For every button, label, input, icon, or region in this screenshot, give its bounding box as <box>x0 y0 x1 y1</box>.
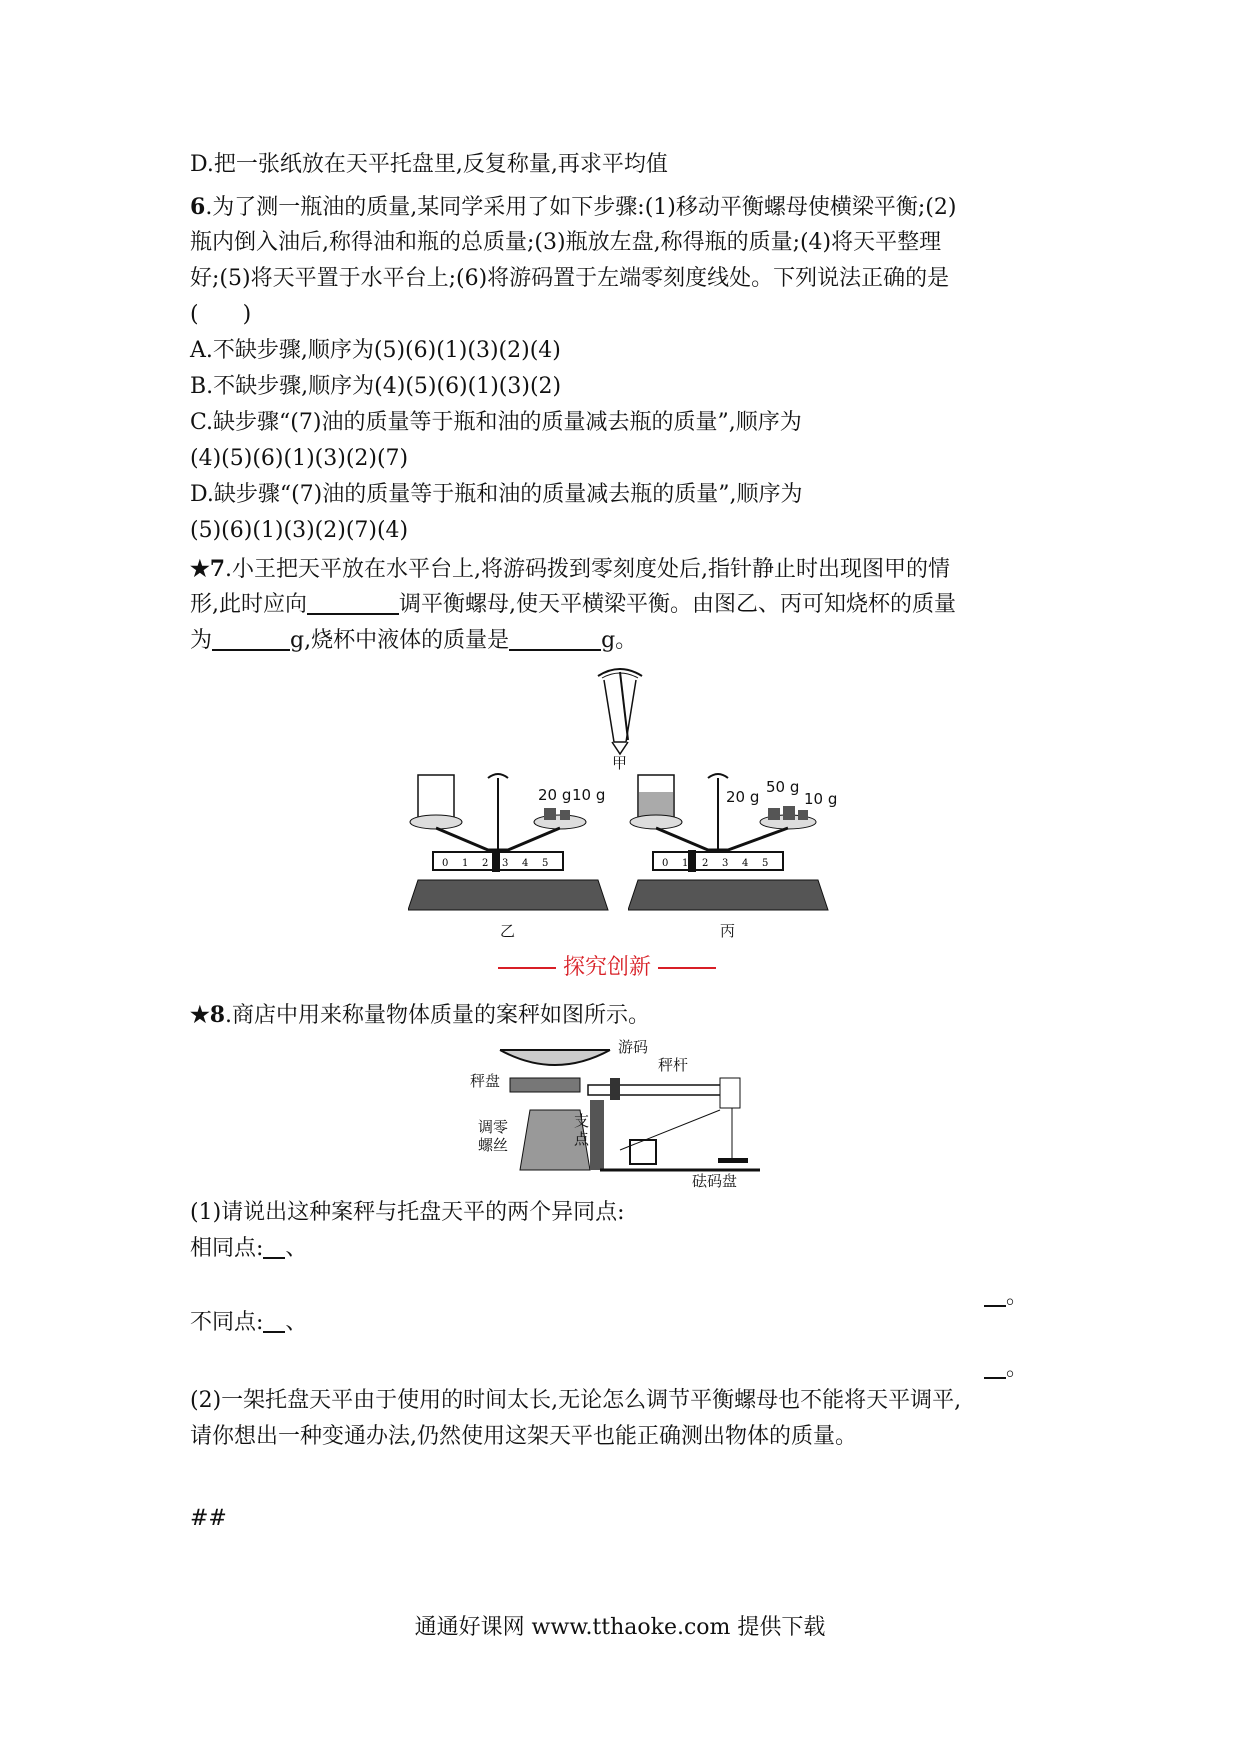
figure-bing-balance <box>628 770 848 945</box>
label-luosi: 螺丝 <box>478 1136 509 1154</box>
q6-stem-line1: 6.为了测一瓶油的质量,某同学采用了如下步骤:(1)移动平衡螺母使横梁平衡;(2) <box>190 194 957 220</box>
svg-text:0: 0 <box>662 858 669 869</box>
q8-same-line: 相同点: 、 <box>190 1232 307 1266</box>
answer-blank[interactable] <box>212 625 290 651</box>
answer-blank[interactable] <box>263 1307 285 1333</box>
weight-label: 50 g <box>766 778 800 796</box>
q6-option-b: B.不缺步骤,顺序为(4)(5)(6)(1)(3)(2) <box>190 374 562 399</box>
label-youma: 游码 <box>618 1038 649 1056</box>
svg-text:4: 4 <box>742 858 749 869</box>
answer-blank[interactable] <box>984 1353 1006 1379</box>
figure-label-jia: 甲 <box>612 754 628 772</box>
label-famapan: 砝码盘 <box>692 1172 738 1190</box>
q6-option-d-order: (5)(6)(1)(3)(2)(7)(4) <box>190 518 409 543</box>
q8-diff-line: 不同点: 、 <box>190 1306 307 1340</box>
answer-blank[interactable] <box>307 589 399 615</box>
section-heading: 探究创新 <box>482 950 732 981</box>
weight-label: 10 g <box>572 786 606 804</box>
answer-blank[interactable] <box>509 625 601 651</box>
figure-jia-pointer <box>590 662 650 772</box>
q6-option-d: D.缺步骤“(7)油的质量等于瓶和油的质量减去瓶的质量”,顺序为 <box>190 482 803 507</box>
q8-part1: (1)请说出这种案秤与托盘天平的两个异同点: <box>190 1200 625 1225</box>
figure-label-bing: 丙 <box>720 922 736 940</box>
svg-text:2: 2 <box>702 858 709 869</box>
svg-text:2: 2 <box>482 858 489 869</box>
figure-platform-scale <box>470 1030 770 1190</box>
label-tiaoling: 调零 <box>478 1118 509 1136</box>
answer-blank[interactable] <box>984 1281 1006 1307</box>
q8-number: ★8 <box>190 1002 226 1028</box>
q7-number: ★7 <box>190 556 226 582</box>
q5-option-d: D.把一张纸放在天平托盘里,反复称量,再求平均值 <box>190 152 668 177</box>
svg-text:0: 0 <box>442 858 449 869</box>
q6-option-c-order: (4)(5)(6)(1)(3)(2)(7) <box>190 446 409 471</box>
svg-text:4: 4 <box>522 858 529 869</box>
label-zhidian-2: 点 <box>574 1130 590 1148</box>
svg-text:3: 3 <box>502 858 509 869</box>
q7-stem-line3: 为 g,烧杯中液体的质量是 g。 <box>190 624 637 658</box>
q6-stem-line2: 瓶内倒入油后,称得油和瓶的总质量;(3)瓶放左盘,称得瓶的质量;(4)将天平整理 <box>190 230 942 255</box>
svg-text:1: 1 <box>682 858 689 869</box>
svg-text:5: 5 <box>542 858 549 869</box>
svg-text:5: 5 <box>762 858 769 869</box>
q8-part2-line2: 请你想出一种变通办法,仍然使用这架天平也能正确测出物体的质量。 <box>190 1424 857 1449</box>
q6-stem-line3: 好;(5)将天平置于水平台上;(6)将游码置于左端零刻度线处。下列说法正确的是 <box>190 266 950 291</box>
q6-number: 6 <box>190 194 206 220</box>
page-footer: 通通好课网 www.tthaoke.com 提供下载 <box>414 1615 826 1640</box>
label-chengpan: 秤盘 <box>470 1072 501 1090</box>
q7-stem-line1: ★7.小王把天平放在水平台上,将游码拨到零刻度处后,指针静止时出现图甲的情 <box>190 556 951 582</box>
q6-option-c: C.缺步骤“(7)油的质量等于瓶和油的质量减去瓶的质量”,顺序为 <box>190 410 802 435</box>
figure-yi-balance <box>408 770 618 945</box>
q6-answer-paren: ( ) <box>190 302 252 327</box>
q6-option-a: A.不缺步骤,顺序为(5)(6)(1)(3)(2)(4) <box>190 338 561 363</box>
answer-blank[interactable] <box>263 1233 285 1259</box>
q8-same-end: 。 <box>984 1280 1028 1314</box>
weight-label: 20 g <box>538 786 572 804</box>
label-zhidian-1: 支 <box>574 1112 590 1130</box>
q7-stem-line2: 形,此时应向 调平衡螺母,使天平横梁平衡。由图乙、丙可知烧杯的质量 <box>190 588 956 622</box>
q8-diff-end: 。 <box>984 1352 1028 1386</box>
q8-part2-line1: (2)一架托盘天平由于使用的时间太长,无论怎么调节平衡螺母也不能将天平调平, <box>190 1388 962 1413</box>
q8-stem: ★8.商店中用来称量物体质量的案秤如图所示。 <box>190 1002 651 1028</box>
weight-label: 20 g <box>726 788 760 806</box>
svg-text:3: 3 <box>722 858 729 869</box>
weight-label: 10 g <box>804 790 838 808</box>
label-chenggan: 秤杆 <box>658 1056 689 1074</box>
svg-text:1: 1 <box>462 858 469 869</box>
section-marker: ## <box>190 1506 227 1531</box>
figure-label-yi: 乙 <box>500 922 516 940</box>
